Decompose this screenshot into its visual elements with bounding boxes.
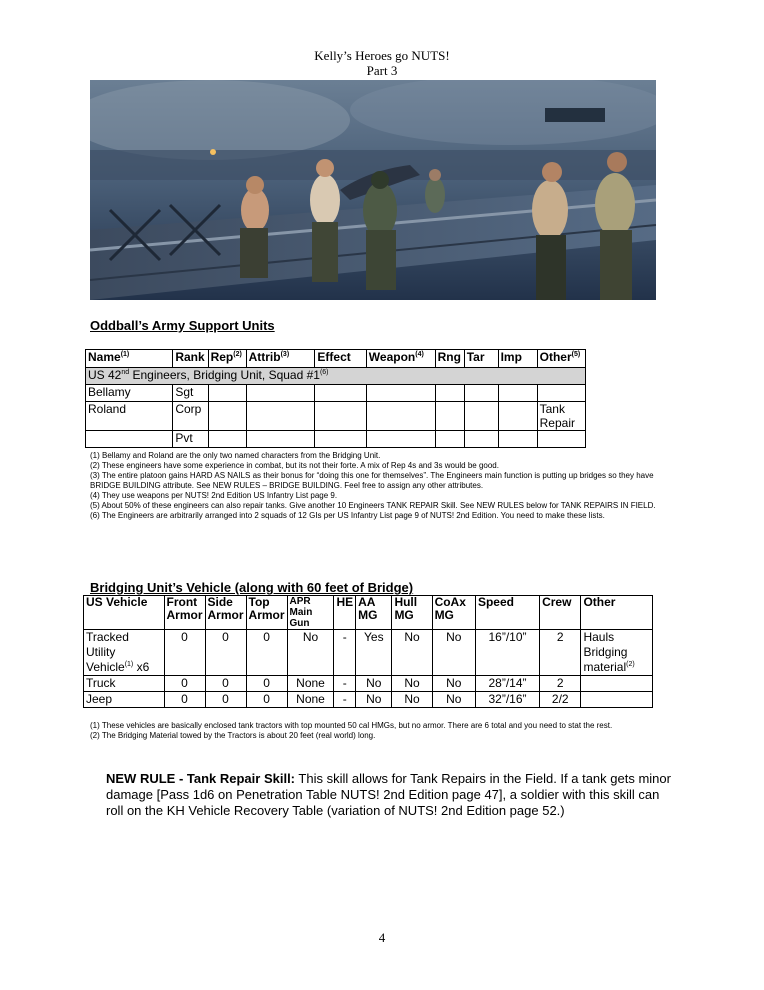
units-header-row [86, 350, 586, 368]
footnote: (1) Bellamy and Roland are the only two named characters from the Bridging Unit. [90, 451, 381, 460]
col-imp: Imp [498, 350, 537, 368]
table-row [86, 385, 586, 402]
crew: 2 [540, 676, 581, 692]
apr-main-gun: None [287, 692, 334, 708]
col-us-vehicle: US Vehicle [84, 596, 165, 630]
hull-mg: No [392, 676, 432, 692]
front-armor: 0 [164, 692, 205, 708]
footnote: (3) The entire platoon gains HARD AS NAILS as their bonus for “doing this one for themselves”. The Engineers main function is putting up bridges so they have BRIDGE BUILDING attribute. See NEW RULES – BRIDGE BUILDING. Feel free to assign any other attributes. [90, 471, 654, 490]
vehicle-table [83, 595, 653, 708]
col-aa-mg: AA MG [356, 596, 392, 630]
col-tar: Tar [464, 350, 498, 368]
hull-mg: No [392, 692, 432, 708]
table-row [86, 431, 586, 448]
crew: 2/2 [540, 692, 581, 708]
new-rule-text: This skill allows for Tank Repairs in the Field. If a tank gets minor damage [Pass 1d6 on Penetration Table NUTS! 2nd Edition page 47], a soldier with this skill can roll on the KH Vehicle Recovery Table (variation of NUTS! 2nd Edition page 52.) [106, 771, 671, 818]
coax-mg: No [432, 692, 475, 708]
aa-mg: No [356, 692, 392, 708]
apr-main-gun: None [287, 676, 334, 692]
footnote: (2) The Bridging Material towed by the Tractors is about 20 feet (real world) long. [90, 731, 376, 740]
col-apr-main-gun: APR Main Gun [287, 596, 334, 630]
side-armor: 0 [205, 630, 246, 676]
vehicle-name: Jeep [84, 692, 165, 708]
footnote: (6) The Engineers are arbitrarily arranged into 2 squads of 12 GIs per US Infantry List page 9 of NUTS! 2nd Edition. You need to make these lists. [90, 511, 605, 520]
front-armor: 0 [164, 676, 205, 692]
vehicle-section-title: Bridging Unit’s Vehicle (along with 60 feet of Bridge) [90, 580, 414, 595]
vehicle-name: Truck [84, 676, 165, 692]
table-row [86, 402, 586, 431]
front-armor: 0 [164, 630, 205, 676]
aa-mg: Yes [356, 630, 392, 676]
col-other: Other [581, 596, 653, 630]
support-units-table [85, 349, 586, 448]
unit-name: Roland [86, 402, 173, 431]
top-armor: 0 [246, 676, 287, 692]
he: - [334, 676, 356, 692]
col-other: Other$^{(5)}$ [537, 350, 585, 368]
he: - [334, 692, 356, 708]
unit-other [537, 385, 585, 402]
footnote: (2) These engineers have some experience in combat, but its not their forte. A mix of Rep 4s and 3s would be good. [90, 461, 499, 470]
vehicle-name: Tracked Utility Vehicle$^{(1)}$ x6 [84, 630, 165, 676]
col-he: HE [334, 596, 356, 630]
table-row [84, 692, 653, 708]
vehicle-footnotes [90, 721, 680, 741]
unit-other: Tank Repair [537, 402, 585, 431]
page-number: 4 [378, 930, 386, 945]
col-crew: Crew [540, 596, 581, 630]
unit-group-label: US 42nd Engineers, Bridging Unit, Squad #1$^{(6)}$ [86, 368, 586, 385]
col-top-armor: Top Armor [246, 596, 287, 630]
new-rule-paragraph [106, 771, 672, 819]
units-section-title: Oddball’s Army Support Units [90, 318, 275, 333]
col-effect: Effect [315, 350, 366, 368]
col-rank: Rank [173, 350, 208, 368]
coax-mg: No [432, 676, 475, 692]
vehicle-other [581, 676, 653, 692]
vehicle-other [581, 692, 653, 708]
speed: 32”/16” [475, 692, 539, 708]
he: - [334, 630, 356, 676]
unit-name [86, 431, 173, 448]
film-still-photo [90, 80, 656, 300]
col-name: Name$^{(1)}$ [86, 350, 173, 368]
table-row [84, 676, 653, 692]
speed: 16”/10” [475, 630, 539, 676]
side-armor: 0 [205, 676, 246, 692]
table-row [84, 630, 653, 676]
unit-group-row [86, 368, 586, 385]
speed: 28”/14” [475, 676, 539, 692]
top-armor: 0 [246, 692, 287, 708]
unit-name: Bellamy [86, 385, 173, 402]
document-subtitle: Part 3 [366, 63, 398, 78]
coax-mg: No [432, 630, 475, 676]
unit-rank: Sgt [173, 385, 208, 402]
footnote: (5) About 50% of these engineers can also repair tanks. Give another 10 Engineers TANK REPAIR Skill. See NEW RULES below for TANK REPAIRS IN FIELD. [90, 501, 656, 510]
unit-other [537, 431, 585, 448]
vehicle-header-row [84, 596, 653, 630]
vehicle-other: Hauls Bridging material$^{(2)}$ [581, 630, 653, 676]
col-coax-mg: CoAx MG [432, 596, 475, 630]
unit-rank: Corp [173, 402, 208, 431]
hull-mg: No [392, 630, 432, 676]
col-attrib: Attrib$^{(3)}$ [246, 350, 315, 368]
apr-main-gun: No [287, 630, 334, 676]
side-armor: 0 [205, 692, 246, 708]
document-title: Kelly’s Heroes go NUTS! [314, 48, 450, 63]
col-hull-mg: Hull MG [392, 596, 432, 630]
footnote: (1) These vehicles are basically enclosed tank tractors with top mounted 50 cal HMGs, but no armor. There are 6 total and you need to stat the rest. [90, 721, 613, 730]
units-footnotes [90, 451, 680, 521]
col-weapon: Weapon$^{(4)}$ [366, 350, 435, 368]
col-side-armor: Side Armor [205, 596, 246, 630]
col-speed: Speed [475, 596, 539, 630]
col-front-armor: Front Armor [164, 596, 205, 630]
aa-mg: No [356, 676, 392, 692]
unit-rank: Pvt [173, 431, 208, 448]
col-rng: Rng [435, 350, 464, 368]
col-rep: Rep$^{(2)}$ [208, 350, 246, 368]
footnote: (4) They use weapons per NUTS! 2nd Edition US Infantry List page 9. [90, 491, 338, 500]
top-armor: 0 [246, 630, 287, 676]
crew: 2 [540, 630, 581, 676]
new-rule-label: NEW RULE - Tank Repair Skill: [106, 771, 296, 786]
